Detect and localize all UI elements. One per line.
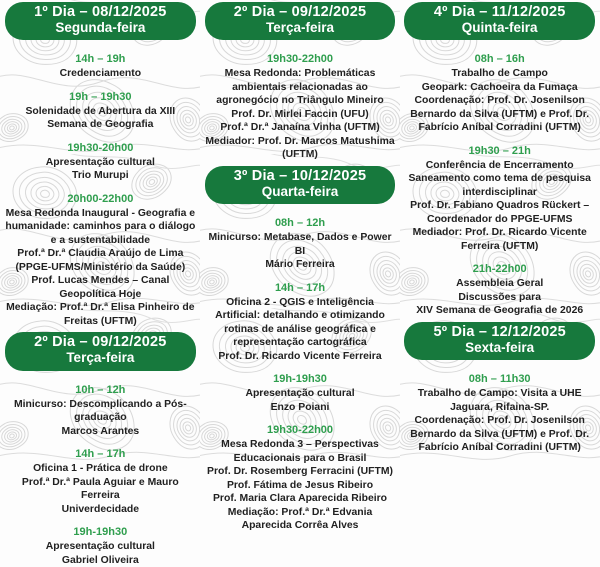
event-item (403, 256, 596, 318)
event-item (4, 186, 197, 329)
event-text: Mediador: Prof. Dr. Ricardo Vicente Ferreira (UFTM) (412, 227, 587, 252)
event-time: 08h – 16h (474, 53, 525, 66)
event-time: 08h – 12h (274, 217, 326, 230)
event-text: Coordenação: Prof. Dr. Josenilson Bernardo da Silva (UFTM) e Prof. Dr. Fabrício Aníbal Corradini (UFTM) (410, 415, 590, 454)
day-header (205, 2, 396, 40)
day-header (404, 322, 595, 360)
event-text: Mediador: Prof. Dr. Marcos Matushima (UFTM) (205, 135, 395, 161)
event-time: 08h – 11h30 (468, 373, 531, 386)
event-text: Mesa Redonda: Problemáticas ambientais relacionadas ao agronegócio no Triângulo Mineiro (216, 68, 384, 107)
event-text: Marcos Arantes (61, 425, 140, 437)
event-item (4, 84, 197, 132)
event-text: Prof.ª Dr.ª Janaína Vinha (UFTM) (220, 122, 380, 134)
event-text: Mediação: Prof.ª Dr.ª Elisa Pinheiro de Freitas (UFTM) (6, 302, 195, 327)
event-text: Prof. Maria Clara Aparecida Ribeiro (213, 493, 388, 505)
day-header-weekday: Segunda-feira (55, 19, 146, 35)
event-time: 19h30-22h00 (266, 53, 334, 66)
event-item (204, 275, 397, 364)
event-item (403, 46, 596, 135)
event-text: Minicurso: Descomplicando a Pós-graduação (14, 398, 187, 424)
event-text: Prof. Dr. Rosemberg Ferracini (UFTM) (207, 466, 393, 478)
event-text: Mesa Redonda 3 – Perspectivas Educacionais para o Brasil (221, 439, 379, 464)
event-text: Trabalho de Campo: Visita a UHE Jaguara, Rifaina-SP. (417, 388, 582, 413)
event-item (204, 46, 397, 162)
event-item (4, 519, 197, 567)
event-time: 10h – 12h (75, 383, 126, 396)
day-header (205, 166, 396, 204)
event-text: Apresentação cultural (45, 156, 155, 168)
day-header-date: 4º Dia – 11/12/2025 (433, 4, 566, 20)
event-text: Prof. Dr. Fabiano Quadros Rückert – Coordenador do PPGE-UFMS (410, 200, 590, 225)
day-header-weekday: Terça-feira (66, 350, 135, 366)
event-text: Prof. Dr. Ricardo Vicente Ferreira (218, 350, 382, 362)
event-text: Apresentação cultural (45, 541, 155, 553)
day-header-weekday: Quarta-feira (261, 183, 339, 199)
event-text: Mesa Redonda Inaugural - Geografia e humanidade: caminhos para o diálogo e a sustentabilidade (5, 207, 196, 246)
event-text: Prof. Fátima de Jesus Ribeiro (226, 479, 374, 491)
event-text: Prof. Lucas Mendes – Canal Geopolítica Hoje (31, 275, 170, 300)
schedule-column (4, 1, 197, 566)
event-text: Credenciamento (59, 68, 142, 80)
day-header (5, 2, 196, 40)
event-text: Trio Murupi (72, 170, 129, 182)
event-item (403, 366, 596, 455)
day-header-date: 2º Dia – 09/12/2025 (233, 4, 367, 20)
event-item (403, 138, 596, 254)
event-text: Geopark: Cachoeira da Fumaça (421, 81, 578, 93)
event-text: Prof. Dr. Mirlei Faccin (UFU) (231, 108, 369, 120)
event-time: 19h-19h30 (73, 526, 128, 539)
day-header-weekday: Quinta-feira (461, 19, 538, 35)
day-header-date: 5º Dia – 12/12/2025 (433, 323, 566, 340)
day-header-date: 2º Dia – 09/12/2025 (34, 334, 167, 351)
event-time: 14h – 17h (75, 448, 126, 461)
event-time: 21h-22h00 (472, 263, 527, 276)
event-item (4, 46, 197, 81)
event-time: 20h00-22h00 (67, 192, 134, 205)
event-text: Oficina 2 - QGIS e Inteligência Artificial: detalhando e otimizando rotinas de análise geográfica e representação cartográfica (215, 296, 385, 349)
day-header-date: 3º Dia – 10/12/2025 (233, 167, 367, 184)
event-text: Univerdecidade (61, 503, 140, 515)
event-text: Conferência de Encerramento (425, 159, 574, 171)
schedule-column (204, 1, 397, 532)
event-text: XIV Semana de Geografia de 2026 (416, 305, 584, 317)
event-time: 19h30 – 21h (468, 144, 531, 157)
event-time: 14h – 19h (75, 53, 126, 66)
event-time: 19h30-20h00 (67, 141, 134, 154)
schedule-column (403, 1, 596, 461)
event-time: 19h – 19h30 (69, 90, 132, 103)
event-text: Mário Ferreira (265, 259, 335, 271)
event-item (4, 441, 197, 516)
event-text: Prof.ª Dr.ª Paula Aguiar e Mauro Ferreira (21, 476, 179, 502)
event-text: Trabalho de Campo (451, 68, 548, 80)
event-text: Enzo Poiani (270, 401, 330, 413)
event-text: Solenidade de Abertura da XIII Semana de Geografia (25, 105, 176, 131)
event-item (4, 377, 197, 439)
event-item (204, 417, 397, 533)
event-text: Saneamento como tema de pesquisa interdisciplinar (408, 173, 591, 198)
day-header-weekday: Terça-feira (265, 19, 335, 35)
event-text: Coordenação: Prof. Dr. Josenilson Bernardo da Silva (UFTM) e Prof. Dr. Fabrício Aníbal Corradini (UFTM) (410, 95, 590, 134)
event-time: 14h – 17h (274, 281, 326, 294)
day-header-date: 1º Dia – 08/12/2025 (34, 4, 167, 20)
event-text: Discussões para (458, 291, 541, 303)
event-text: Assembleia Geral (456, 278, 544, 290)
event-time: 19h-19h30 (273, 373, 327, 386)
event-text: Gabriel Oliveira (61, 554, 139, 566)
event-item (204, 366, 397, 414)
day-header (404, 2, 595, 40)
event-item (4, 135, 197, 183)
event-text: Mediação: Prof.ª Dr.ª Edvania Aparecida Corrêa Alves (227, 506, 373, 532)
event-item (204, 210, 397, 272)
event-text: Prof.ª Dr.ª Claudia Araújo de Lima (PPGE-UFMS/Ministério da Saúde) (15, 248, 186, 273)
event-text: Oficina 1 - Prática de drone (33, 463, 168, 475)
event-time: 19h30-22h00 (266, 424, 334, 437)
day-header-weekday: Sexta-feira (465, 339, 535, 355)
event-text: Minicurso: Metabase, Dados e Power BI (208, 232, 392, 257)
day-header (5, 332, 196, 370)
event-text: Apresentação cultural (245, 388, 355, 400)
